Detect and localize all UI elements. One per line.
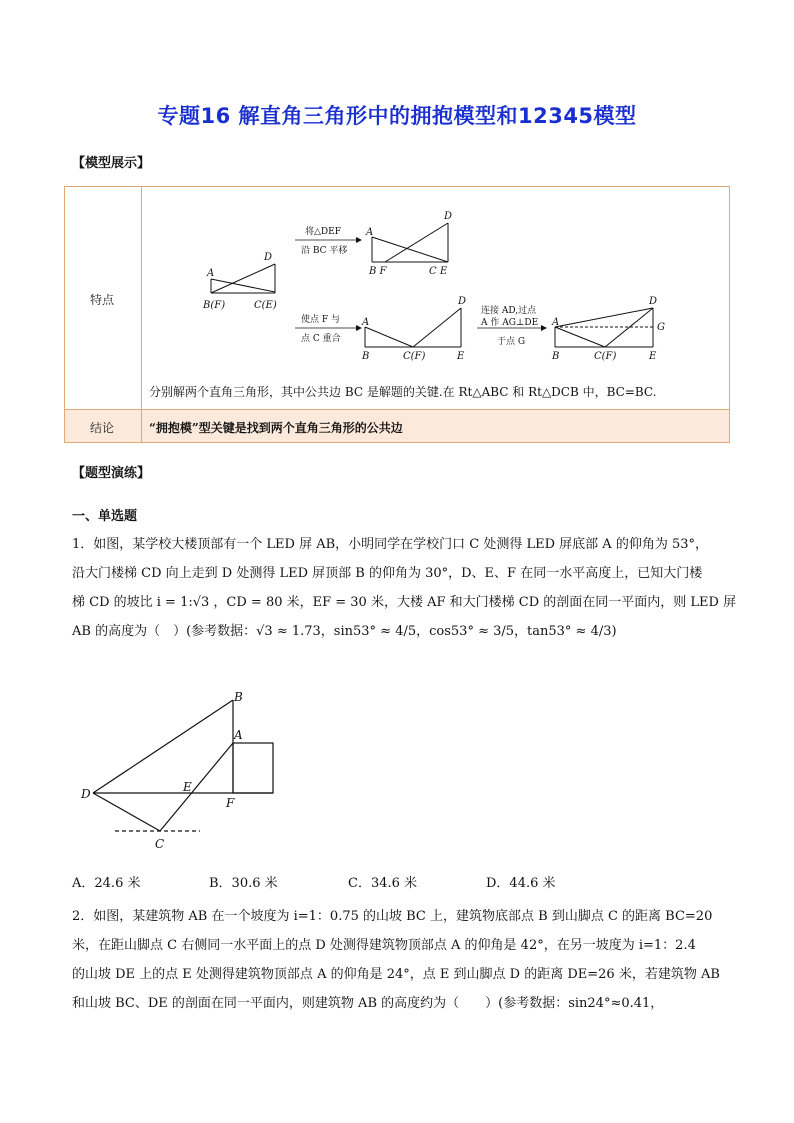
arrow1-bottom: 沿 BC 平移: [301, 246, 348, 256]
label-E3: E: [457, 351, 465, 362]
q2-line-4: 和山坡 BC、DE 的剖面在同一平面内，则建筑物 AB 的高度约为（ ）(参考数据：sin24°≈0.41，: [72, 996, 664, 1011]
label-BF2: B F: [369, 266, 387, 277]
page-title: 专题16 解直角三角形中的拥抱模型和12345模型: [157, 104, 637, 128]
model-table: [64, 186, 730, 443]
choice-D[interactable]: D．44.6 米: [486, 876, 556, 891]
label-A3: A: [362, 317, 370, 328]
choice-B[interactable]: B．30.6 米: [209, 876, 278, 891]
arrow3-bottom: 于点 G: [497, 337, 526, 347]
row-label-conclusion: 结论: [90, 421, 115, 435]
label-D2: D: [444, 211, 453, 222]
label-CF4: C(F): [594, 351, 617, 362]
arrow3-top1: 连接 AD,过点: [481, 306, 537, 316]
label-A: A: [207, 268, 215, 279]
line-DB: [93, 700, 233, 793]
diagram-with-AG: [555, 308, 653, 347]
label-G4: G: [657, 322, 665, 333]
label-D: D: [264, 252, 273, 263]
label-B4: B: [552, 351, 560, 362]
section-heading-model: 【模型展示】: [72, 156, 151, 171]
q1-line-1: 1．如图，某学校大楼顶部有一个 LED 屏 AB，小明同学在学校门口 C 处测得 LED 屏底部 A 的仰角为 53°，: [72, 537, 709, 552]
q2-line-3: 的山坡 DE 上的点 E 处测得建筑物顶部点 A 的仰角是 24°，点 E 到山脚点 D 的距离 DE=26 米，若建筑物 AB: [72, 967, 720, 982]
fig-label-C: C: [155, 837, 165, 851]
arrow2-top: 使点 F 与: [301, 315, 340, 325]
q2-line-1: 2．如图，某建筑物 AB 在一个坡度为 i=1：0.75 的山坡 BC 上，建筑物底部点 B 到山脚点 C 的距离 BC=20: [72, 909, 713, 924]
arrow-3-head: [541, 325, 547, 331]
label-CF3: C(F): [403, 351, 426, 362]
label-A4: A: [552, 317, 560, 328]
diagram-coincide: [365, 308, 461, 347]
fig-label-A: A: [234, 728, 243, 742]
conclusion-text: “拥抱模”型关键是找到两个直角三角形的公共边: [149, 421, 403, 435]
section-heading-practice: 【题型演练】: [72, 466, 151, 481]
features-description: 分别解两个直角三角形，其中公共边 BC 是解题的关键.在 Rt△ABC 和 Rt△DCB 中，BC=BC.: [149, 385, 657, 399]
label-CE2: C E: [429, 266, 448, 277]
question-2: [72, 902, 732, 1018]
diagram-shifted: [372, 223, 448, 262]
question-1-figure: [70, 685, 290, 855]
subsection-heading: 一、单选题: [72, 509, 138, 524]
diagram-base-triangles: [211, 264, 275, 293]
label-BF: B(F): [203, 300, 226, 311]
q1-line-3: 梯 CD 的坡比 i = 1:√3 ，CD = 80 米，EF = 30 米，大楼 AF 和大门楼梯 CD 的剖面在同一平面内，则 LED 屏: [72, 595, 737, 610]
choice-A[interactable]: A．24.6 米: [72, 876, 141, 891]
label-D3: D: [458, 296, 467, 307]
line-CA: [160, 743, 233, 831]
arrow2-bottom: 点 C 重合: [301, 334, 341, 344]
q1-line-2: 沿大门楼梯 CD 向上走到 D 处测得 LED 屏顶部 B 的仰角为 30°，D、E、F 在同一水平高度上，已知大门楼: [72, 566, 703, 581]
model-diagram: [65, 187, 731, 377]
fig-label-D: D: [81, 787, 91, 801]
label-B3: B: [362, 351, 370, 362]
question-1: [72, 530, 737, 646]
arrow-1-head: [356, 237, 362, 243]
row-label-features: 特点: [90, 293, 115, 307]
label-E4: E: [649, 351, 657, 362]
arrow1-top: 将△DEF: [305, 227, 341, 237]
label-D4: D: [649, 296, 658, 307]
line-DC: [93, 793, 160, 831]
building-box: [233, 743, 273, 793]
choice-C[interactable]: C．34.6 米: [348, 876, 418, 891]
q1-line-4: AB 的高度为（ ）(参考数据：√3 ≈ 1.73，sin53° ≈ 4/5，cos53° ≈ 3/5，tan53° ≈ 4/3): [72, 624, 617, 639]
fig-label-B: B: [234, 690, 243, 704]
table-divider-horizontal: [65, 409, 729, 410]
q2-line-2: 米，在距山脚点 C 右侧同一水平面上的点 D 处测得建筑物顶部点 A 的仰角是 42°，在另一坡度为 i=1：2.4: [72, 938, 696, 953]
fig-label-F: F: [226, 796, 235, 810]
label-A2: A: [366, 227, 374, 238]
label-CE: C(E): [254, 300, 277, 311]
arrow3-top2: A 作 AG⊥DE: [481, 318, 539, 328]
fig-label-E: E: [183, 780, 192, 794]
